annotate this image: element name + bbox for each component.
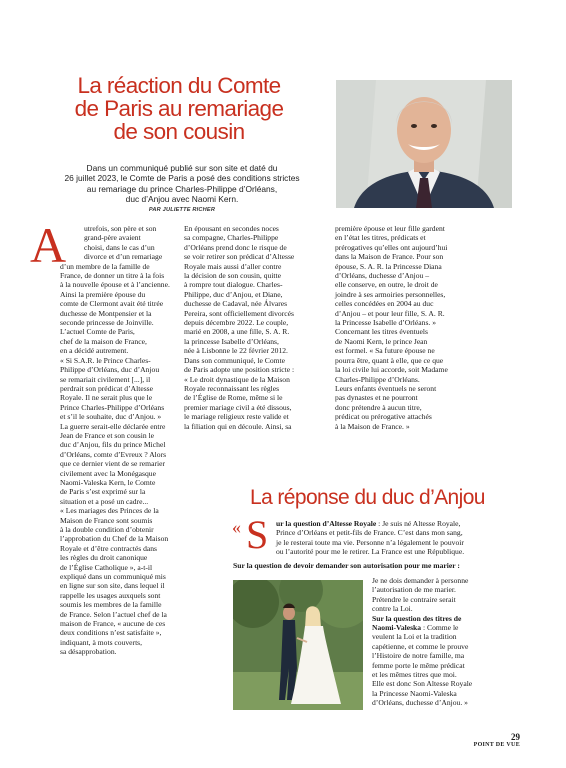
text-line: prérogatives qu’elles ont aujourd’hui: [335, 242, 448, 252]
text-line: Prince d’Orléans et petit-fils de France. C’est dans mon sang,: [276, 528, 463, 538]
text-line: utrefois, son père et son: [84, 224, 157, 233]
text-line: l’Histoire de notre famille, ma: [372, 651, 465, 661]
text-line: duchesse de Cadaval, née Álvares: [184, 299, 288, 309]
text-line: je le resterai toute ma vie. Personne n’a légalement le pouvoir: [276, 537, 464, 547]
question-label: Sur la question des titres de: [372, 613, 462, 623]
text-line: Jean de France et son cousin le: [60, 430, 155, 440]
text-line: la loi civile lui accorde, soit Madame: [335, 365, 448, 375]
text-line: ou l’autorité pour me le retirer. La France est une République.: [276, 547, 465, 557]
text-line: Prince Charles-Philippe d’Orléans: [60, 402, 165, 412]
text-line: pourra être, quant à elle, que ce que: [335, 355, 444, 365]
text-line: sa désapprobation.: [60, 647, 117, 657]
answer-text: : Je suis né Altesse Royale,: [376, 519, 461, 528]
portrait-photo: [336, 80, 512, 208]
text-line: se remariait civilement [...], il: [60, 374, 151, 384]
text-line: capétienne, et comme le prouve: [372, 641, 469, 651]
text-line: maison de France, « aucune de ces: [60, 619, 166, 629]
text-line: est formel. « Sa future épouse ne: [335, 346, 435, 356]
text-line: d’Anjou – et pour leur fille, S. A. R.: [335, 308, 445, 318]
text-line: à la double condition d’obtenir: [60, 525, 154, 534]
text-line: de l’Église Catholique », a-t-il: [60, 562, 153, 572]
text-line: Royale mais aussi d’aller contre: [184, 261, 282, 271]
text-line: et les mêmes titres que moi.: [372, 670, 457, 680]
text-line: en a décidé autrement.: [60, 346, 129, 356]
text-line: [276, 519, 516, 528]
text-line: France, de donner un titre à la fois: [60, 271, 165, 281]
article-title: [40, 74, 318, 143]
text-line: Prétendre le contraire serait: [372, 594, 456, 604]
question-label: ur la question d’Altesse Royale: [276, 519, 377, 528]
text-line: d’Orléans, comte d’Evreux ? Alors: [60, 449, 167, 459]
article-column-3: [335, 224, 507, 431]
text-line: seconde princesse de Joinville.: [60, 318, 154, 328]
text-line: duc d’Anjou, fils du prince Michel: [60, 440, 166, 450]
text-line: à rompre tout dialogue. Charles-: [184, 280, 283, 290]
text-line: deux conditions n’est satisfaite »,: [60, 628, 162, 638]
interview-drop-cap: S: [246, 512, 269, 557]
portrait-illustration: [336, 80, 512, 208]
text-line: la Princesse Naomi-Valeska: [372, 688, 457, 698]
title-line: de son cousin: [113, 119, 245, 144]
quote-mark: «: [232, 517, 241, 537]
text-line: l’approbation du Chef de la Maison: [60, 534, 169, 544]
text-line: chef de la maison de France,: [60, 336, 147, 346]
text-line: veulent la Loi et la tradition: [372, 632, 457, 642]
page-number: 29: [511, 732, 520, 742]
text-line: de Paris adopte une position stricte :: [184, 365, 295, 375]
text-line: Royale. Il ne serait plus que le: [60, 393, 153, 403]
text-line: en ligne sur son site, dans lequel il: [60, 581, 165, 591]
text-line: l’autorisation de me marier.: [372, 585, 456, 595]
text-line: situation et a posé un cadre...: [60, 496, 149, 506]
text-line: Je ne dois demander à personne: [372, 576, 469, 585]
text-line: « Les mariages des Princes de la: [60, 506, 159, 516]
text-line: Pereira, sont officiellement divorcés: [184, 308, 294, 318]
text-line: civilement avec la Monégasque: [60, 468, 156, 478]
article-lede: [50, 163, 314, 215]
text-line: la Princesse Isabelle d’Orléans. »: [335, 318, 437, 328]
text-line: épouse, S. A. R. la Princesse Diana: [335, 261, 442, 271]
text-line: grand-père avaient: [84, 233, 141, 243]
byline: PAR JULIETTE RICHER: [148, 206, 216, 213]
lede-line: au remariage du prince Charles-Philippe d’Orléans,: [86, 183, 278, 194]
lede-line: [50, 194, 314, 215]
text-line: de Paris s’est exprimé sur la: [60, 487, 146, 497]
text-line: Royale et d’être contractés dans: [60, 543, 157, 553]
text-line: L’actuel Comte de Paris,: [60, 327, 135, 337]
text-line: d’Orléans prend donc le risque de: [184, 242, 287, 252]
interview-answer-1: [276, 519, 516, 557]
text-line: soumis les membres de la famille: [60, 600, 162, 610]
couple-photo: [233, 580, 363, 710]
text-line: celles concédées en 2004 au duc: [335, 299, 434, 309]
text-line: Ainsi la première épouse du: [60, 289, 146, 299]
text-line: Naomi-Valeska Kern, le Comte: [60, 477, 156, 487]
text-line: divorce et d’un remariage: [84, 252, 163, 262]
text-line: la filiation qui en découle. Ainsi, sa: [184, 421, 292, 431]
text-line: indiquant, à mots couverts,: [60, 637, 143, 647]
text-line: se voir retirer son prédicat d’Altesse: [184, 252, 295, 262]
text-line: en l’état les titres, prédicats et: [335, 233, 426, 243]
title-line: de Paris au remariage: [74, 96, 284, 121]
text-line: Leurs enfants éventuels ne seront: [335, 383, 437, 393]
text-line: contre la Loi.: [372, 604, 413, 614]
text-line: rappelle les usages auxquels sont: [60, 590, 161, 600]
text-line: Elle est donc Son Altesse Royale: [372, 679, 473, 689]
text-line: perdrait son prédicat d’Altesse: [60, 383, 153, 393]
text-line: donc prétendre à aucun titre,: [335, 402, 422, 412]
text-line: de l’Église de Rome, même si le: [184, 393, 283, 403]
text-line: le mariage religieux reste valide et: [184, 412, 289, 422]
text-line: première épouse et leur fille gardent: [335, 224, 445, 233]
text-line: « Si S.A.R. le Prince Charles-: [60, 355, 151, 365]
text-line: prédicat ou prérogative attachés: [335, 412, 432, 422]
text-line: d’Orléans, duchesse d’Anjou. »: [372, 698, 468, 708]
text-line: de France. Selon l’actuel chef de la: [60, 609, 167, 619]
text-line: expliqué dans un communiqué mis: [60, 572, 166, 582]
text-line: La guerre serait-elle déclarée entre: [60, 421, 166, 431]
interview-question-2: [233, 561, 518, 570]
text-line: joindre à ses armoiries personnelles,: [335, 289, 446, 299]
couple-illustration: [233, 580, 363, 710]
text-line: En épousant en secondes noces: [184, 224, 279, 233]
interview-answer-2-and-3: [372, 576, 518, 708]
text-line: Philippe d’Orléans, duc d’Anjou: [60, 365, 160, 375]
text-line: femme porte le même prédicat: [372, 660, 465, 670]
text-line: et s’il le souhaite, duc d’Anjou. »: [60, 412, 162, 422]
lede-line: 26 juillet 2023, le Comte de Paris a posé des conditions strictes: [64, 173, 300, 184]
text-line: [372, 623, 518, 632]
text-line: marié en 2008, a une fille, S. A. R.: [184, 327, 290, 337]
article-column-1: [60, 224, 176, 657]
text-line: la princesse Isabelle d’Orléans,: [184, 336, 279, 346]
question-label: Naomi-Valeska: [372, 623, 422, 633]
text-line: pas dynastes et ne pourront: [335, 393, 418, 403]
text-line: la décision de son cousin, quitte: [184, 271, 282, 281]
page-folio: [474, 733, 520, 749]
text-line: premier mariage civil a été dissous,: [184, 402, 292, 412]
drop-cap: A: [30, 217, 67, 273]
text-line: Charles-Philippe d’Orléans.: [335, 374, 420, 384]
answer-text: : Comme le: [421, 623, 459, 633]
text-line: comte de Clermont avait été titrée: [60, 299, 164, 309]
lede-line: Dans un communiqué publié sur son site et daté du: [86, 163, 278, 173]
text-line: Concernant les titres éventuels: [335, 327, 428, 337]
text-line: d’Orléans, duchesse d’Anjou –: [335, 271, 430, 281]
text-line: née à Lisbonne le 22 février 2012.: [184, 346, 288, 356]
text-line: Maison de France sont soumis: [60, 515, 153, 525]
article-column-2: [184, 224, 324, 431]
text-line: que ce dernier vient de se remarier: [60, 459, 165, 469]
text-line: de Naomi Kern, le prince Jean: [335, 336, 428, 346]
text-line: les règles du droit canonique: [60, 553, 148, 563]
magazine-name: POINT DE VUE: [473, 742, 520, 748]
text-line: d’un membre de la famille de: [60, 261, 150, 271]
text-line: elle conserve, en outre, le droit de: [335, 280, 438, 290]
text-line: à la nouvelle épouse et à l’ancienne.: [60, 280, 170, 290]
lede-last: duc d’Anjou avec Naomi Kern.: [125, 194, 239, 205]
text-line: « Le droit dynastique de la Maison: [184, 374, 290, 384]
text-line: Royale reconnaissant les règles: [184, 383, 280, 393]
text-line: dans la Maison de France. Pour son: [335, 252, 444, 262]
text-line: depuis décembre 2022. Le couple,: [184, 318, 289, 328]
text-line: à la Maison de France. »: [335, 421, 410, 431]
text-line: choisi, dans le cas d’un: [84, 242, 155, 252]
question-label: Sur la question de devoir demander son autorisation pour me marier :: [233, 561, 460, 570]
title-line: La réaction du Comte: [77, 73, 281, 98]
text-line: sa compagne, Charles-Philippe: [184, 233, 279, 243]
text-line: Dans son communiqué, le Comte: [184, 355, 286, 365]
text-line: Philippe, duc d’Anjou, et Diane,: [184, 289, 283, 299]
interview-title: La réponse du duc d’Anjou: [250, 486, 485, 509]
text-line: duchesse de Montpensier et la: [60, 308, 152, 318]
